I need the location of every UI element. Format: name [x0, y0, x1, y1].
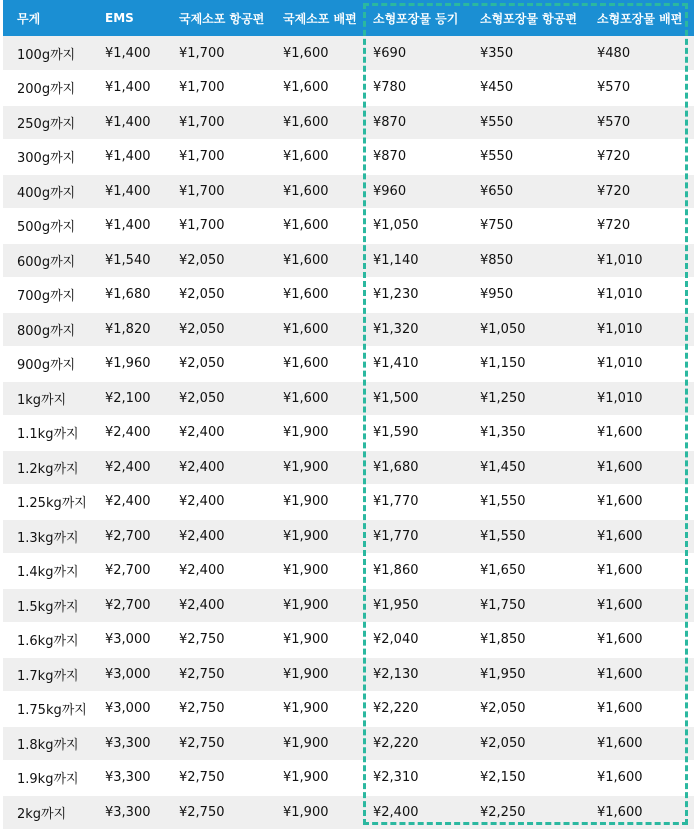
small-packet-air-cell: ¥550 — [466, 105, 583, 140]
ems-cell: ¥2,700 — [91, 554, 165, 589]
intl-parcel-air-cell: ¥1,700 — [165, 105, 269, 140]
small-packet-air-cell: ¥750 — [466, 209, 583, 244]
table-row — [3, 381, 694, 416]
weight-cell: 1kg까지 — [3, 381, 91, 416]
small-packet-air-cell: ¥1,350 — [466, 416, 583, 451]
weight-cell: 1.7kg까지 — [3, 657, 91, 692]
small-packet-air-cell: ¥450 — [466, 71, 583, 106]
intl-parcel-air-cell: ¥2,050 — [165, 243, 269, 278]
weight-cell: 200g까지 — [3, 71, 91, 106]
intl-parcel-sea-cell: ¥1,600 — [269, 174, 361, 209]
table-row — [3, 761, 694, 796]
small-packet-sea-cell: ¥1,600 — [583, 761, 694, 796]
small-packet-air-cell: ¥2,050 — [466, 726, 583, 761]
table-row — [3, 209, 694, 244]
ems-cell: ¥1,400 — [91, 71, 165, 106]
table-row — [3, 450, 694, 485]
small-packet-air-cell: ¥550 — [466, 140, 583, 175]
intl-parcel-air-cell: ¥1,700 — [165, 36, 269, 71]
intl-parcel-air-cell: ¥2,750 — [165, 761, 269, 796]
table-row — [3, 416, 694, 451]
weight-cell: 1.25kg까지 — [3, 485, 91, 520]
small-packet-registered-cell: ¥1,950 — [361, 588, 466, 623]
weight-cell: 100g까지 — [3, 36, 91, 71]
small-packet-registered-cell: ¥2,040 — [361, 623, 466, 658]
intl-parcel-air-cell: ¥2,050 — [165, 347, 269, 382]
header-intl-parcel-sea: 국제소포 배편 — [269, 0, 361, 36]
table-row — [3, 554, 694, 589]
intl-parcel-air-cell: ¥2,750 — [165, 726, 269, 761]
intl-parcel-sea-cell: ¥1,900 — [269, 554, 361, 589]
intl-parcel-sea-cell: ¥1,600 — [269, 71, 361, 106]
header-ems: EMS — [91, 0, 165, 36]
intl-parcel-sea-cell: ¥1,600 — [269, 312, 361, 347]
small-packet-sea-cell: ¥720 — [583, 174, 694, 209]
small-packet-sea-cell: ¥1,010 — [583, 347, 694, 382]
small-packet-registered-cell: ¥780 — [361, 71, 466, 106]
ems-cell: ¥2,400 — [91, 416, 165, 451]
table-row — [3, 657, 694, 692]
weight-cell: 600g까지 — [3, 243, 91, 278]
small-packet-registered-cell: ¥1,410 — [361, 347, 466, 382]
small-packet-registered-cell: ¥2,220 — [361, 692, 466, 727]
ems-cell: ¥3,000 — [91, 692, 165, 727]
weight-cell: 1.1kg까지 — [3, 416, 91, 451]
intl-parcel-sea-cell: ¥1,600 — [269, 209, 361, 244]
intl-parcel-air-cell: ¥2,400 — [165, 485, 269, 520]
ems-cell: ¥1,400 — [91, 36, 165, 71]
intl-parcel-air-cell: ¥2,400 — [165, 519, 269, 554]
intl-parcel-sea-cell: ¥1,900 — [269, 795, 361, 830]
small-packet-sea-cell: ¥1,600 — [583, 519, 694, 554]
small-packet-air-cell: ¥2,050 — [466, 692, 583, 727]
intl-parcel-sea-cell: ¥1,900 — [269, 485, 361, 520]
table-row — [3, 312, 694, 347]
weight-cell: 2kg까지 — [3, 795, 91, 830]
ems-cell: ¥1,400 — [91, 140, 165, 175]
weight-cell: 800g까지 — [3, 312, 91, 347]
small-packet-air-cell: ¥1,250 — [466, 381, 583, 416]
table-row — [3, 795, 694, 830]
small-packet-sea-cell: ¥1,600 — [583, 726, 694, 761]
ems-cell: ¥1,400 — [91, 174, 165, 209]
small-packet-registered-cell: ¥1,320 — [361, 312, 466, 347]
intl-parcel-air-cell: ¥1,700 — [165, 71, 269, 106]
intl-parcel-air-cell: ¥2,400 — [165, 450, 269, 485]
intl-parcel-sea-cell: ¥1,900 — [269, 761, 361, 796]
ems-cell: ¥3,300 — [91, 795, 165, 830]
header-small-packet-sea: 소형포장물 배편 — [583, 0, 694, 36]
small-packet-air-cell: ¥1,550 — [466, 485, 583, 520]
ems-cell: ¥2,400 — [91, 450, 165, 485]
table-row — [3, 347, 694, 382]
header-small-packet-air: 소형포장물 항공편 — [466, 0, 583, 36]
weight-cell: 1.9kg까지 — [3, 761, 91, 796]
small-packet-air-cell: ¥1,450 — [466, 450, 583, 485]
small-packet-air-cell: ¥850 — [466, 243, 583, 278]
small-packet-registered-cell: ¥1,050 — [361, 209, 466, 244]
intl-parcel-air-cell: ¥2,750 — [165, 692, 269, 727]
small-packet-registered-cell: ¥2,400 — [361, 795, 466, 830]
intl-parcel-air-cell: ¥2,750 — [165, 623, 269, 658]
header-weight: 무게 — [3, 0, 91, 36]
weight-cell: 250g까지 — [3, 105, 91, 140]
small-packet-air-cell: ¥950 — [466, 278, 583, 313]
intl-parcel-air-cell: ¥2,050 — [165, 312, 269, 347]
weight-cell: 1.75kg까지 — [3, 692, 91, 727]
ems-cell: ¥2,700 — [91, 519, 165, 554]
table-row — [3, 588, 694, 623]
small-packet-air-cell: ¥1,150 — [466, 347, 583, 382]
ems-cell: ¥2,400 — [91, 485, 165, 520]
weight-cell: 1.3kg까지 — [3, 519, 91, 554]
table-row — [3, 623, 694, 658]
intl-parcel-air-cell: ¥1,700 — [165, 140, 269, 175]
small-packet-sea-cell: ¥1,010 — [583, 312, 694, 347]
small-packet-sea-cell: ¥1,600 — [583, 692, 694, 727]
ems-cell: ¥2,100 — [91, 381, 165, 416]
small-packet-registered-cell: ¥870 — [361, 105, 466, 140]
small-packet-sea-cell: ¥1,600 — [583, 416, 694, 451]
small-packet-registered-cell: ¥1,230 — [361, 278, 466, 313]
header-row — [3, 0, 694, 36]
intl-parcel-air-cell: ¥1,700 — [165, 209, 269, 244]
small-packet-registered-cell: ¥1,680 — [361, 450, 466, 485]
table-row — [3, 692, 694, 727]
weight-cell: 300g까지 — [3, 140, 91, 175]
shipping-rate-table — [3, 0, 694, 830]
table-row — [3, 726, 694, 761]
small-packet-sea-cell: ¥1,600 — [583, 657, 694, 692]
intl-parcel-sea-cell: ¥1,600 — [269, 278, 361, 313]
intl-parcel-sea-cell: ¥1,900 — [269, 692, 361, 727]
intl-parcel-sea-cell: ¥1,900 — [269, 450, 361, 485]
intl-parcel-sea-cell: ¥1,900 — [269, 588, 361, 623]
small-packet-registered-cell: ¥960 — [361, 174, 466, 209]
table-row — [3, 243, 694, 278]
small-packet-registered-cell: ¥2,130 — [361, 657, 466, 692]
ems-cell: ¥3,000 — [91, 657, 165, 692]
small-packet-air-cell: ¥1,950 — [466, 657, 583, 692]
small-packet-sea-cell: ¥1,600 — [583, 795, 694, 830]
header-intl-parcel-air: 국제소포 항공편 — [165, 0, 269, 36]
intl-parcel-sea-cell: ¥1,900 — [269, 623, 361, 658]
weight-cell: 900g까지 — [3, 347, 91, 382]
weight-cell: 1.2kg까지 — [3, 450, 91, 485]
small-packet-registered-cell: ¥1,770 — [361, 519, 466, 554]
weight-cell: 1.4kg까지 — [3, 554, 91, 589]
intl-parcel-sea-cell: ¥1,900 — [269, 416, 361, 451]
small-packet-registered-cell: ¥2,310 — [361, 761, 466, 796]
small-packet-sea-cell: ¥1,600 — [583, 623, 694, 658]
small-packet-sea-cell: ¥1,010 — [583, 243, 694, 278]
table-body — [3, 36, 694, 830]
ems-cell: ¥3,000 — [91, 623, 165, 658]
intl-parcel-air-cell: ¥2,400 — [165, 554, 269, 589]
table-row — [3, 140, 694, 175]
table-row — [3, 278, 694, 313]
table-row — [3, 485, 694, 520]
small-packet-air-cell: ¥2,150 — [466, 761, 583, 796]
small-packet-registered-cell: ¥870 — [361, 140, 466, 175]
weight-cell: 1.5kg까지 — [3, 588, 91, 623]
weight-cell: 1.6kg까지 — [3, 623, 91, 658]
ems-cell: ¥1,400 — [91, 209, 165, 244]
ems-cell: ¥3,300 — [91, 726, 165, 761]
small-packet-air-cell: ¥1,750 — [466, 588, 583, 623]
weight-cell: 700g까지 — [3, 278, 91, 313]
small-packet-registered-cell: ¥1,860 — [361, 554, 466, 589]
small-packet-air-cell: ¥1,050 — [466, 312, 583, 347]
small-packet-sea-cell: ¥480 — [583, 36, 694, 71]
intl-parcel-sea-cell: ¥1,600 — [269, 105, 361, 140]
small-packet-registered-cell: ¥690 — [361, 36, 466, 71]
ems-cell: ¥2,700 — [91, 588, 165, 623]
ems-cell: ¥1,820 — [91, 312, 165, 347]
intl-parcel-sea-cell: ¥1,600 — [269, 36, 361, 71]
small-packet-sea-cell: ¥720 — [583, 209, 694, 244]
small-packet-registered-cell: ¥1,770 — [361, 485, 466, 520]
intl-parcel-air-cell: ¥2,050 — [165, 381, 269, 416]
small-packet-registered-cell: ¥1,500 — [361, 381, 466, 416]
ems-cell: ¥1,400 — [91, 105, 165, 140]
table-header — [3, 0, 694, 36]
small-packet-registered-cell: ¥2,220 — [361, 726, 466, 761]
small-packet-sea-cell: ¥1,010 — [583, 381, 694, 416]
weight-cell: 400g까지 — [3, 174, 91, 209]
table-row — [3, 36, 694, 71]
table-row — [3, 519, 694, 554]
ems-cell: ¥1,680 — [91, 278, 165, 313]
ems-cell: ¥1,960 — [91, 347, 165, 382]
small-packet-air-cell: ¥2,250 — [466, 795, 583, 830]
intl-parcel-air-cell: ¥2,750 — [165, 795, 269, 830]
intl-parcel-air-cell: ¥2,750 — [165, 657, 269, 692]
intl-parcel-sea-cell: ¥1,600 — [269, 347, 361, 382]
intl-parcel-sea-cell: ¥1,600 — [269, 243, 361, 278]
table-row — [3, 174, 694, 209]
small-packet-sea-cell: ¥570 — [583, 105, 694, 140]
weight-cell: 500g까지 — [3, 209, 91, 244]
small-packet-air-cell: ¥350 — [466, 36, 583, 71]
intl-parcel-sea-cell: ¥1,600 — [269, 381, 361, 416]
weight-cell: 1.8kg까지 — [3, 726, 91, 761]
table-row — [3, 105, 694, 140]
intl-parcel-air-cell: ¥2,400 — [165, 588, 269, 623]
small-packet-sea-cell: ¥720 — [583, 140, 694, 175]
intl-parcel-air-cell: ¥2,050 — [165, 278, 269, 313]
small-packet-sea-cell: ¥570 — [583, 71, 694, 106]
intl-parcel-sea-cell: ¥1,600 — [269, 140, 361, 175]
small-packet-air-cell: ¥650 — [466, 174, 583, 209]
small-packet-air-cell: ¥1,550 — [466, 519, 583, 554]
table-row — [3, 71, 694, 106]
ems-cell: ¥1,540 — [91, 243, 165, 278]
small-packet-sea-cell: ¥1,010 — [583, 278, 694, 313]
intl-parcel-sea-cell: ¥1,900 — [269, 519, 361, 554]
small-packet-air-cell: ¥1,850 — [466, 623, 583, 658]
small-packet-air-cell: ¥1,650 — [466, 554, 583, 589]
small-packet-sea-cell: ¥1,600 — [583, 554, 694, 589]
small-packet-registered-cell: ¥1,140 — [361, 243, 466, 278]
intl-parcel-sea-cell: ¥1,900 — [269, 657, 361, 692]
small-packet-registered-cell: ¥1,590 — [361, 416, 466, 451]
intl-parcel-sea-cell: ¥1,900 — [269, 726, 361, 761]
intl-parcel-air-cell: ¥1,700 — [165, 174, 269, 209]
small-packet-sea-cell: ¥1,600 — [583, 450, 694, 485]
header-small-packet-registered: 소형포장물 등기 — [361, 0, 466, 36]
small-packet-sea-cell: ¥1,600 — [583, 588, 694, 623]
intl-parcel-air-cell: ¥2,400 — [165, 416, 269, 451]
ems-cell: ¥3,300 — [91, 761, 165, 796]
small-packet-sea-cell: ¥1,600 — [583, 485, 694, 520]
